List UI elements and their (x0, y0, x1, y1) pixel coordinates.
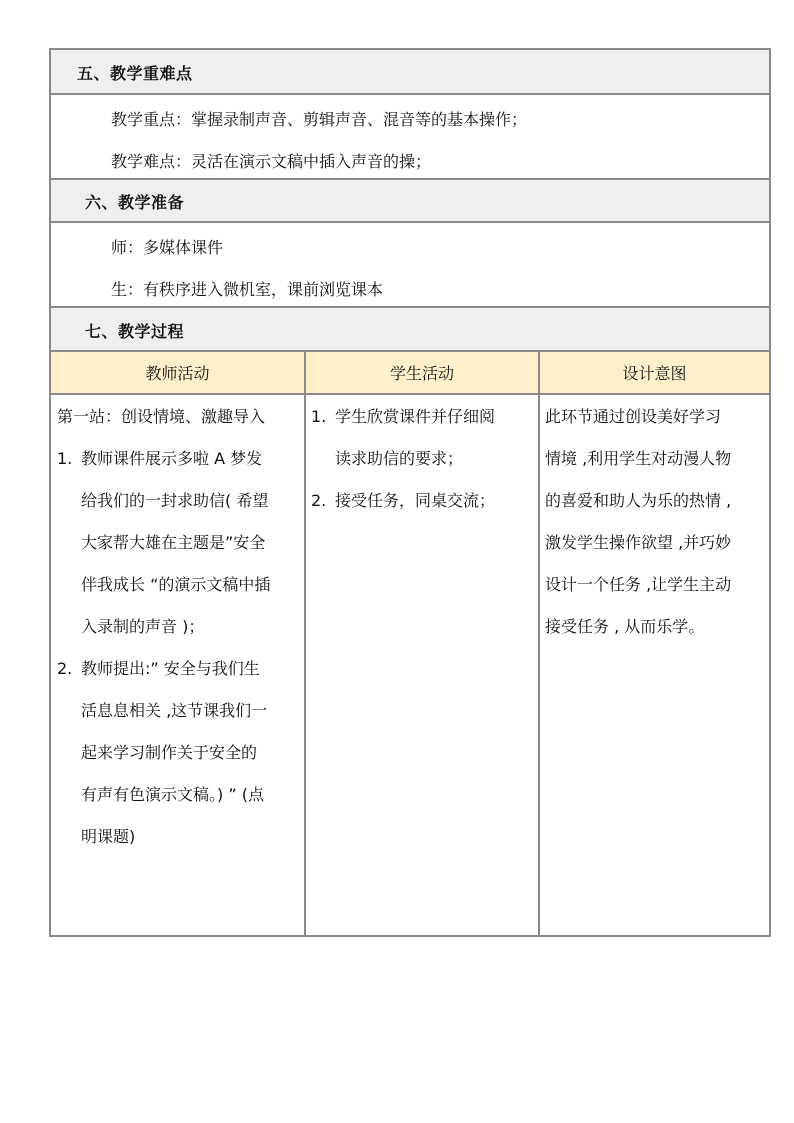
list-line: 明课题) (81, 827, 136, 846)
design-intent-line: 情境 ,利用学生对动漫人物 (545, 449, 732, 468)
section-6-title: 六、教学准备 (85, 193, 185, 212)
design-intent-line: 激发学生操作欲望 ,并巧妙 (545, 533, 732, 552)
divider (51, 221, 769, 223)
list-item (311, 396, 535, 480)
list-item (57, 648, 301, 858)
list-line: 伴我成长 “的演示文稿中插 (81, 575, 271, 594)
list-line: 读求助信的要求； (335, 449, 464, 468)
list-number: 2. (311, 491, 327, 510)
list-line: 起来学习制作关于安全的 (81, 743, 258, 762)
list-line: 教师提出:” 安全与我们生 (81, 659, 260, 678)
list-line: 给我们的一封求助信( 希望 (81, 491, 269, 510)
list-number: 1. (57, 449, 73, 468)
section-5-header (51, 50, 769, 93)
list-item (57, 438, 301, 648)
section-7-title: 七、教学过程 (85, 322, 185, 341)
column-header-design: 设计意图 (540, 352, 769, 393)
divider (51, 393, 769, 395)
design-intent-line: 设计一个任务 ,让学生主动 (545, 575, 732, 594)
list-number: 1. (311, 407, 327, 426)
design-intent-line: 此环节通过创设美好学习 (545, 407, 722, 426)
section-5-title: 五、教学重难点 (77, 64, 193, 83)
list-line: 活息息相关 ,这节课我们一 (81, 701, 268, 720)
key-point-text: 教学重点：掌握录制声音、剪辑声音、混音等的基本操作； (111, 110, 528, 129)
list-line: 接受任务，同桌交流； (335, 491, 496, 510)
teacher-activity-cell (57, 396, 301, 858)
column-divider (304, 352, 306, 937)
list-line: 学生欣赏课件并仔细阅 (335, 407, 496, 426)
section-6-header (51, 180, 769, 221)
list-item (311, 480, 535, 522)
teacher-activity-intro: 第一站：创设情境、激趣导入 (57, 407, 266, 426)
list-number: 2. (57, 659, 73, 678)
teacher-prep-text: 师：多媒体课件 (111, 238, 224, 257)
design-intent-line: 的喜爱和助人为乐的热情 , (545, 491, 732, 510)
column-divider (538, 352, 540, 937)
divider (51, 93, 769, 95)
lesson-plan-table (49, 48, 771, 937)
difficulty-text: 教学难点：灵活在演示文稿中插入声音的操； (111, 152, 432, 171)
design-intent-line: 接受任务 , 从而乐学。 (545, 617, 705, 636)
column-header-student: 学生活动 (306, 352, 538, 393)
student-prep-text: 生：有秩序进入微机室，课前浏览课本 (111, 280, 384, 299)
list-line: 教师课件展示多啦 A 梦发 (81, 449, 263, 468)
column-header-teacher: 教师活动 (51, 352, 304, 393)
student-activity-cell (311, 396, 535, 522)
list-line: 大家帮大雄在主题是”安全 (81, 533, 266, 552)
section-7-header (51, 308, 769, 352)
list-line: 有声有色演示文稿。) ” (点 (81, 785, 264, 804)
design-intent-cell (545, 396, 767, 648)
list-line: 入录制的声音 )； (81, 617, 205, 636)
